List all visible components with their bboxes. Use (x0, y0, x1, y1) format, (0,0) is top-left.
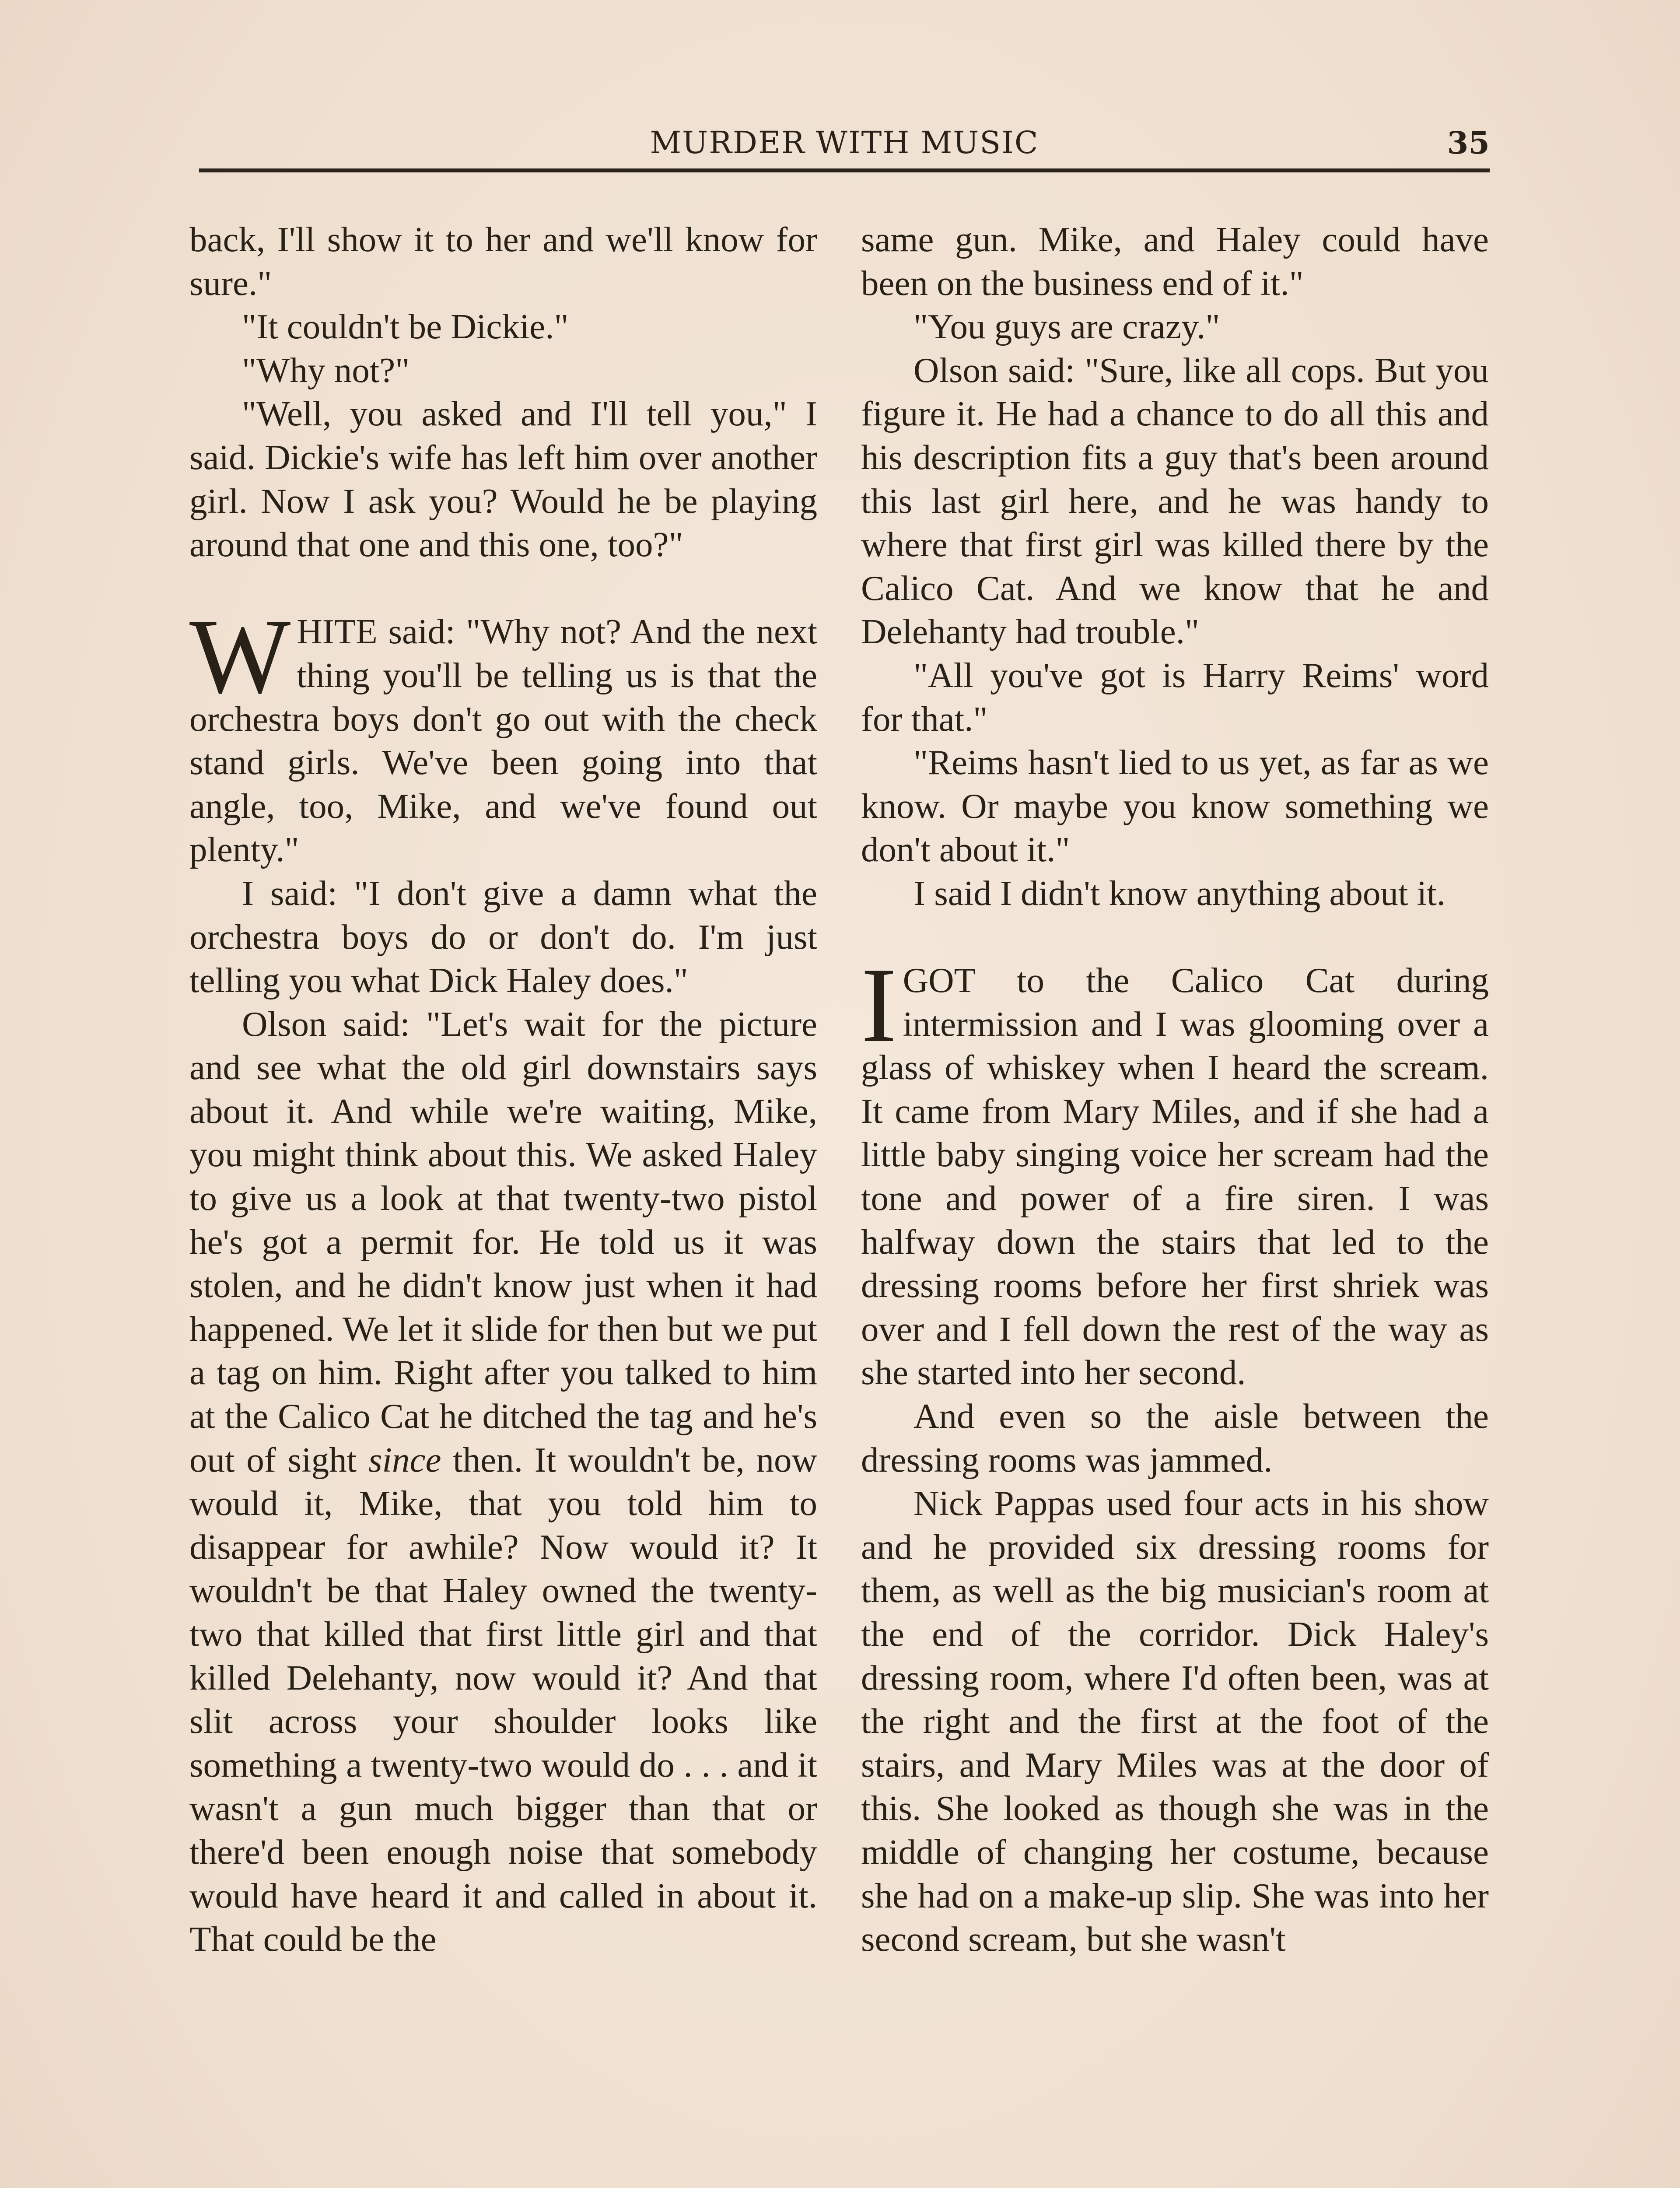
paragraph-text: Olson said: "Let's wait for the picture and see what the old girl downstairs says about it. And while we're waiting, Mike, you might think about this. We asked Haley to give us a look at that twenty-two pistol he's got a permit for. He told us it was stolen, and he didn't know just when it had happened. We let it slide for then but we put a tag on him. Right after you talked to him at the Calico Cat he ditched the tag and he's out of sight (189, 1004, 817, 1480)
paragraph-text: GOT to the Calico Cat during intermission and I was glooming over a glass of whiskey when I heard the scream. It came from Mary Miles, and if she had a little baby singing voice her scream had the tone and power of a fire siren. I was halfway down the stairs that led to the dressing rooms before her first shriek was over and I fell down the rest of the way as she started into her second. (861, 961, 1489, 1392)
paragraph: "It couldn't be Dickie." (242, 307, 569, 347)
paragraph: same gun. Mike, and Haley could have been on the business end of it." (861, 220, 1489, 303)
paragraph: "You guys are crazy." (914, 307, 1220, 347)
paragraph: And even so the aisle between the dressing rooms was jammed. (861, 1396, 1489, 1480)
paragraph (189, 1003, 817, 1961)
section-start-paragraph (861, 946, 1489, 1395)
section-start-paragraph (189, 597, 817, 872)
paragraph: "Why not?" (242, 350, 410, 390)
drop-cap: I (861, 946, 897, 1065)
paragraph: "All you've got is Harry Reims' word for that." (861, 655, 1489, 739)
right-column (861, 218, 1489, 1961)
paragraph: Nick Pappas used four acts in his show and he provided six dressing rooms for them, as well as the big musician's room at the end of the corridor. Dick Haley's dressing room, where I'd often been, was at the right and the first at the foot of the stairs, and Mary Miles was at the door of this. She looked as though she was in the middle of changing her costume, because she had on a make-up slip. She was into her second scream, but she wasn't (861, 1483, 1489, 1959)
drop-cap: W (189, 597, 291, 716)
paragraph: back, I'll show it to her and we'll know for sure." (189, 220, 817, 303)
emphasis-text: since (368, 1440, 441, 1480)
left-column (189, 218, 817, 1961)
page-number: 35 (1447, 125, 1490, 161)
paragraph-text: HITE said: "Why not? And the next thing you'll be telling us is that the orchestra boys don't go out with the check stand girls. We've been going into that angle, too, Mike, and we've found out plenty." (189, 612, 817, 870)
paragraph-text: then. It wouldn't be, now would it, Mike, that you told him to disappear for awhile? Now would it? It wouldn't be that Haley owned the twenty-two that killed that first little girl and that killed Delehanty, now would it? And that slit across your shoulder looks like something a twenty-two would do . . . and it wasn't a gun much bigger than that or there'd been enough noise that somebody would have heard it and called in about it. That could be the (189, 1440, 818, 1959)
paragraph: "Well, you asked and I'll tell you," I said. Dickie's wife has left him over another girl. Now I ask you? Would he be playing around that one and this one, too?" (189, 394, 817, 565)
paragraph: "Reims hasn't lied to us yet, as far as we know. Or maybe you know something we don't about it." (861, 743, 1489, 870)
paragraph: I said I didn't know anything about it. (914, 873, 1446, 913)
paragraph: Olson said: "Sure, like all cops. But you figure it. He had a chance to do all this and his description fits a guy that's been around this last girl here, and he was handy to where that first girl was killed there by the Calico Cat. And we know that he and Delehanty had trouble." (861, 350, 1489, 652)
page-header (199, 120, 1490, 172)
paragraph: I said: "I don't give a damn what the orchestra boys do or don't do. I'm just telling you what Dick Haley does." (189, 873, 817, 1000)
running-title: MURDER WITH MUSIC (650, 125, 1039, 161)
